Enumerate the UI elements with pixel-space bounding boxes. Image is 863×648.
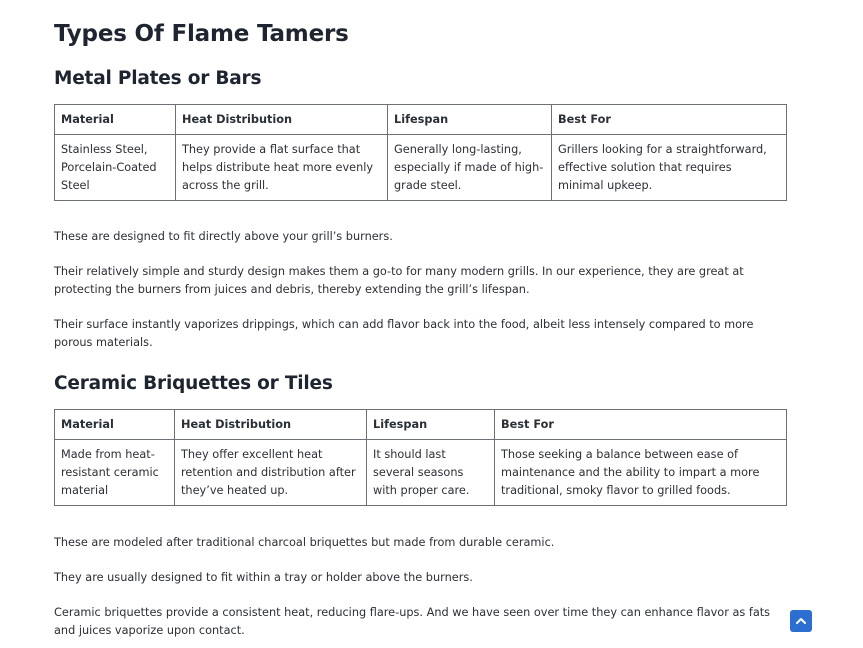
table-header-cell: Material (55, 105, 176, 135)
table-header-cell: Lifespan (388, 105, 552, 135)
table-header-cell: Lifespan (367, 410, 495, 440)
table-header-cell: Heat Distribution (175, 410, 367, 440)
table-cell: Made from heat-resistant ceramic material (55, 440, 175, 506)
paragraph: Their relatively simple and sturdy design makes them a go-to for many modern grills. In our experience, they are great at protecting the burners from juices and debris, thereby extending the grill’s lifespan. (54, 265, 744, 296)
paragraph: Ceramic briquettes provide a consistent heat, reducing flare-ups. And we have seen over time they can enhance flavor as fats and juices vaporize upon contact. (54, 606, 771, 637)
table-header-cell: Heat Distribution (176, 105, 388, 135)
table-cell: Generally long-lasting, especially if made of high-grade steel. (388, 135, 552, 201)
table-cell: It should last several seasons with proper care. (367, 440, 495, 506)
table-row (55, 135, 787, 201)
table-header-cell: Best For (495, 410, 787, 440)
section-heading-ceramic: Ceramic Briquettes or Tiles (54, 373, 333, 394)
article (54, 20, 786, 640)
table-header-cell: Material (55, 410, 175, 440)
table-header-row (55, 105, 787, 135)
paragraph: Their surface instantly vaporizes drippings, which can add flavor back into the food, albeit less intensely compared to more porous materials. (54, 318, 754, 349)
table-cell: They offer excellent heat retention and distribution after they’ve heated up. (175, 440, 367, 506)
table-row (55, 440, 787, 506)
paragraph: These are designed to fit directly above your grill’s burners. (54, 230, 393, 243)
table-cell: Those seeking a balance between ease of maintenance and the ability to impart a more traditional, smoky flavor to grilled foods. (495, 440, 787, 506)
paragraph: These are modeled after traditional charcoal briquettes but made from durable ceramic. (54, 536, 555, 549)
section-heading-metal: Metal Plates or Bars (54, 68, 262, 89)
page-title: Types Of Flame Tamers (54, 21, 349, 47)
table-header-cell: Best For (552, 105, 787, 135)
table-header-row (55, 410, 787, 440)
table-cell: They provide a flat surface that helps distribute heat more evenly across the grill. (176, 135, 388, 201)
metal-table (54, 104, 787, 201)
table-cell: Stainless Steel, Porcelain-Coated Steel (55, 135, 176, 201)
scroll-to-top-button[interactable] (790, 610, 812, 632)
table-cell: Grillers looking for a straightforward, effective solution that requires minimal upkeep. (552, 135, 787, 201)
paragraph: They are usually designed to fit within a tray or holder above the burners. (54, 571, 473, 584)
chevron-up-icon (795, 615, 807, 627)
ceramic-table (54, 409, 787, 506)
